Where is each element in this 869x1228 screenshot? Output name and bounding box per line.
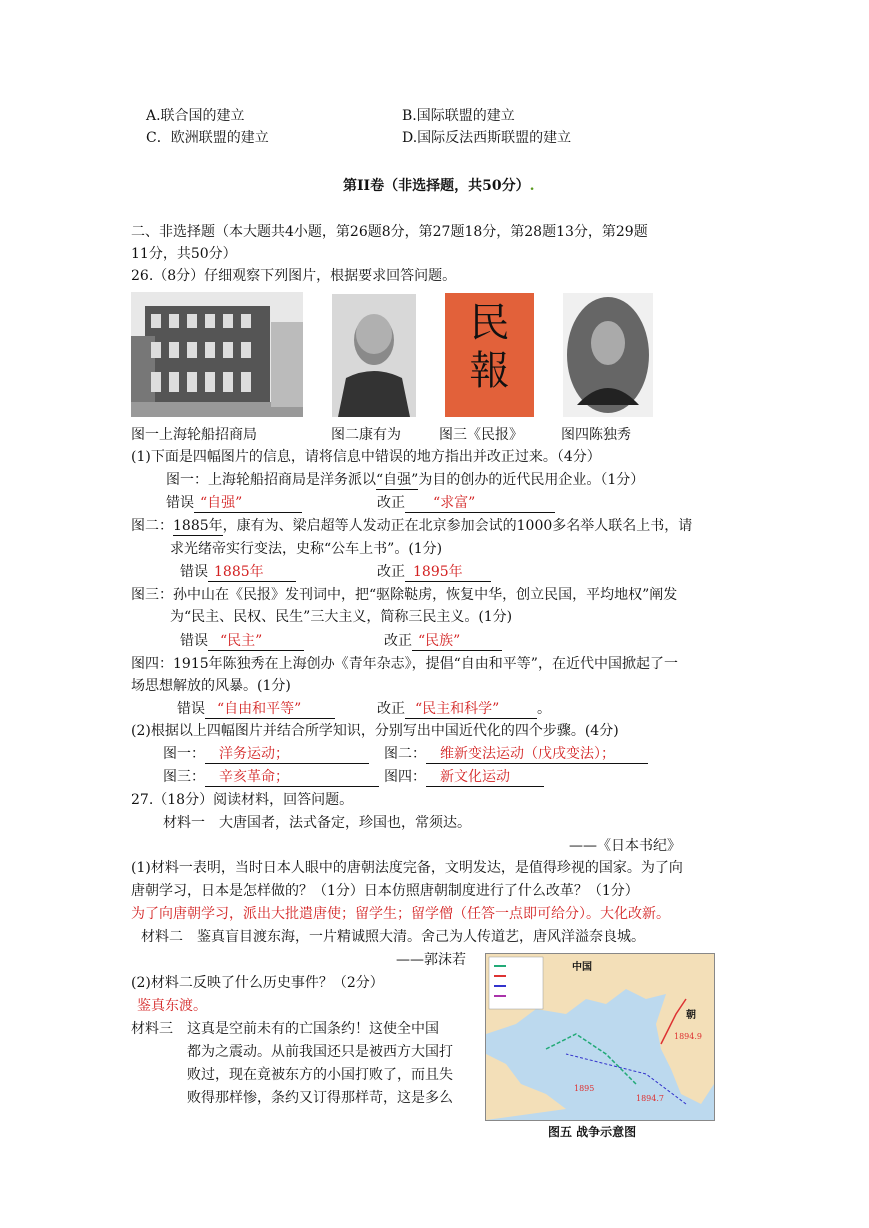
fig1-photo-building [131, 292, 303, 417]
option-b: B.国际联盟的建立 [402, 108, 515, 124]
material3-line3: 败过，现在竟被东方的小国打败了，而且失 [187, 1067, 453, 1083]
part2-intro-line2: 11分，共50分） [131, 246, 237, 262]
fig2-caption: 图二康有为 [331, 427, 401, 443]
option-d: D.国际反法西斯联盟的建立 [402, 130, 572, 146]
fig4-info-line1: 图四：1915年陈独秀在上海创办《青年杂志》，提倡“自由和平等”，在近代中国掀起了一 [131, 656, 678, 672]
step1-row: 图一： 洋务运动； [163, 744, 369, 764]
fig3-answer-row: 错误 “民主” [180, 631, 304, 651]
fig2-answer-row: 错误 1885年 [180, 562, 296, 582]
fig2-info-line1: 图二：1885年，康有为、梁启超等人发动正在北京参加会试的1000多名举人联名上书，请 [131, 518, 693, 534]
material2: 材料二 鉴真盲目渡东海，一片精诚照大清。舍己为人传道艺，唐风洋溢奈良城。 [141, 929, 645, 945]
step2-row: 图二： 维新变法运动（戊戌变法）； [384, 744, 648, 764]
material1-source: ——《日本书纪》 [569, 838, 681, 854]
option-a: A.联合国的建立 [146, 108, 245, 124]
q27-2-answer: 鉴真东渡。 [137, 998, 207, 1014]
fig4-caption: 图四陈独秀 [561, 427, 631, 443]
step4-row: 图四： 新文化运动 [384, 767, 544, 787]
map-caption: 图五 战争示意图 [548, 1125, 637, 1139]
step3-row: 图三： 辛亥革命； [163, 767, 379, 787]
material3-line2: 都为之震动。从前我国还只是被西方大国打 [187, 1044, 453, 1060]
q26-2-stem: (2)根据以上四幅图片并结合所学知识，分别写出中国近代化的四个步骤。(4分) [131, 723, 619, 739]
material2-source: ——郭沫若 [396, 952, 466, 968]
section-title: 第II卷（非选择题，共50分）. [343, 178, 535, 194]
q27-1-answer: 为了向唐朝学习，派出大批遣唐使；留学生；留学僧（任答一点即可给分）。大化改新。 [131, 906, 670, 922]
fig2-fix-row: 改正 1895年 [377, 562, 491, 582]
fig1-answer-row: 错误 “自强” [166, 493, 302, 513]
q26-stem: 26.（8分）仔细观察下列图片，根据要求回答问题。 [131, 268, 457, 284]
material3-line1: 材料三 这真是空前未有的亡国条约！这使全中国 [131, 1021, 439, 1037]
fig2-info-line2: 求光绪帝实行变法，史称“公车上书”。(1分) [170, 541, 443, 557]
fig1-info: 图一：上海轮船招商局是洋务派以“自强”为目的创办的近代民用企业。（1分） [166, 472, 645, 488]
q26-1-stem: (1)下面是四幅图片的信息，请将信息中错误的地方指出并改正过来。（4分） [131, 449, 601, 465]
fig1-caption: 图一上海轮船招商局 [131, 427, 257, 443]
q27-1-line1: (1)材料一表明，当时日本人眼中的唐朝法度完备，文明发达，是值得珍视的国家。为了向 [131, 860, 683, 876]
option-c: C．欧洲联盟的建立 [146, 130, 269, 146]
fig3-fix-row: 改正 “民族” [384, 631, 502, 651]
fig4-info-line2: 场思想解放的风暴。(1分) [131, 678, 291, 694]
q27-stem: 27.（18分）阅读材料，回答问题。 [131, 792, 354, 808]
fig3-info-line1: 图三：孙中山在《民报》发刊词中，把“驱除鞑虏，恢复中华，创立民国，平均地权”阐发 [131, 587, 678, 603]
fig3-info-line2: 为“民主、民权、民生”三大主义，简称三民主义。(1分) [170, 609, 513, 625]
part2-intro-line1: 二、非选择题（本大题共4小题，第26题8分，第27题18分，第28题13分，第29题 [131, 224, 648, 240]
fig4-fix-row: 改正 “民主和科学” 。 [377, 701, 551, 717]
material1: 材料一 大唐国者，法式备定，珍国也，常须达。 [163, 815, 471, 831]
fig4-photo-chen-duxiu [563, 293, 653, 417]
q27-2-stem: (2)材料二反映了什么历史事件？（2分） [131, 975, 384, 991]
war-map: 中国 朝 1894.9 1895 1894.7 [485, 953, 715, 1121]
fig3-minbao-cover: 民 報 [445, 293, 534, 417]
fig2-photo-kang-youwei [332, 294, 416, 417]
material3-line4: 败得那样惨，条约又订得那样苛，这是多么 [187, 1090, 453, 1106]
fig4-answer-row: 错误 “自由和平等” [177, 699, 335, 719]
fig3-caption: 图三《民报》 [439, 427, 523, 443]
fig1-fix-row: 改正 “求富” [377, 493, 555, 513]
q27-1-line2: 唐朝学习，日本是怎样做的？（1分）日本仿照唐朝制度进行了什么改革？（1分） [131, 883, 639, 899]
